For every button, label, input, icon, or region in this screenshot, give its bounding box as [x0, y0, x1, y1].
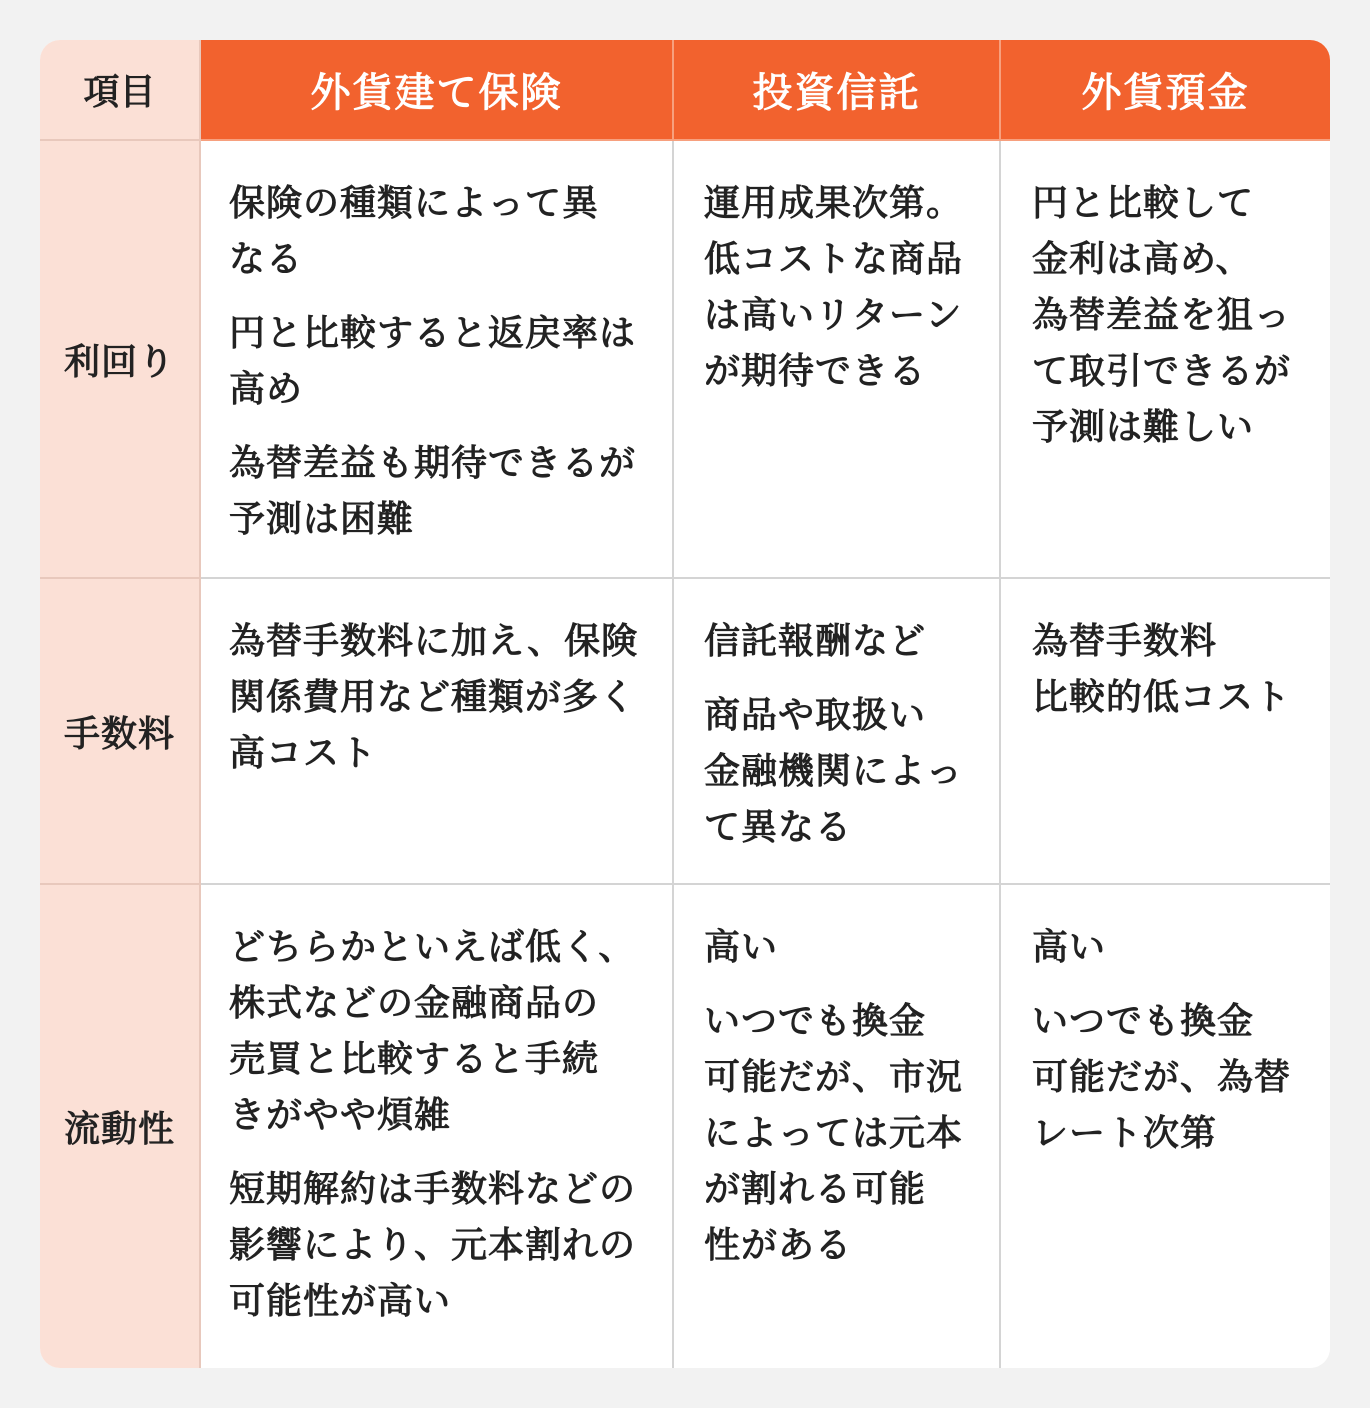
cell-text: 保険の種類によって異 なる	[229, 183, 600, 280]
cell-fees-trust	[674, 579, 1001, 885]
cell-liquidity-trust	[674, 885, 1001, 1368]
row-label-yield: 利回り	[40, 141, 201, 579]
cell-text: 信託報酬など	[704, 621, 927, 662]
cell-text: どちらかといえば低く、 株式などの金融商品の 売買と比較すると手続 きがやや煩雑	[229, 927, 636, 1136]
cell-text: 為替手数料に加え、保険 関係費用など種類が多く 高コスト	[229, 621, 639, 774]
cell-text: 為替手数料 比較的低コスト	[1032, 621, 1292, 718]
cell-text: 円と比較して 金利は高め、 為替差益を狙っ て取引できるが 予測は難しい	[1032, 183, 1292, 448]
cell-text: 商品や取扱い 金融機関によっ て異なる	[704, 695, 964, 848]
cell-yield-trust	[674, 141, 1001, 579]
header-foreign-currency-deposit: 外貨預金	[1001, 40, 1330, 141]
header-item: 項目	[40, 40, 201, 141]
row-label-liquidity: 流動性	[40, 885, 201, 1368]
cell-text: いつでも換金 可能だが、市況 によっては元本 が割れる可能 性がある	[704, 1001, 964, 1266]
comparison-table	[40, 40, 1330, 1368]
cell-text: 為替差益も期待できるが 予測は困難	[229, 443, 637, 540]
cell-yield-deposit	[1001, 141, 1330, 579]
header-investment-trust: 投資信託	[674, 40, 1001, 141]
cell-fees-insurance	[201, 579, 674, 885]
cell-liquidity-deposit	[1001, 885, 1330, 1368]
cell-text: 高い	[704, 927, 779, 968]
cell-text: 円と比較すると返戻率は 高め	[229, 313, 637, 410]
cell-text: 高い	[1032, 927, 1107, 968]
cell-text: 運用成果次第。 低コストな商品 は高いリターン が期待できる	[704, 183, 964, 392]
header-foreign-currency-insurance: 外貨建て保険	[201, 40, 674, 141]
cell-liquidity-insurance	[201, 885, 674, 1368]
row-label-fees: 手数料	[40, 579, 201, 885]
cell-text: いつでも換金 可能だが、為替 レート次第	[1032, 1001, 1292, 1154]
cell-fees-deposit	[1001, 579, 1330, 885]
cell-text: 短期解約は手数料などの 影響により、元本割れの 可能性が高い	[229, 1169, 637, 1322]
cell-yield-insurance	[201, 141, 674, 579]
